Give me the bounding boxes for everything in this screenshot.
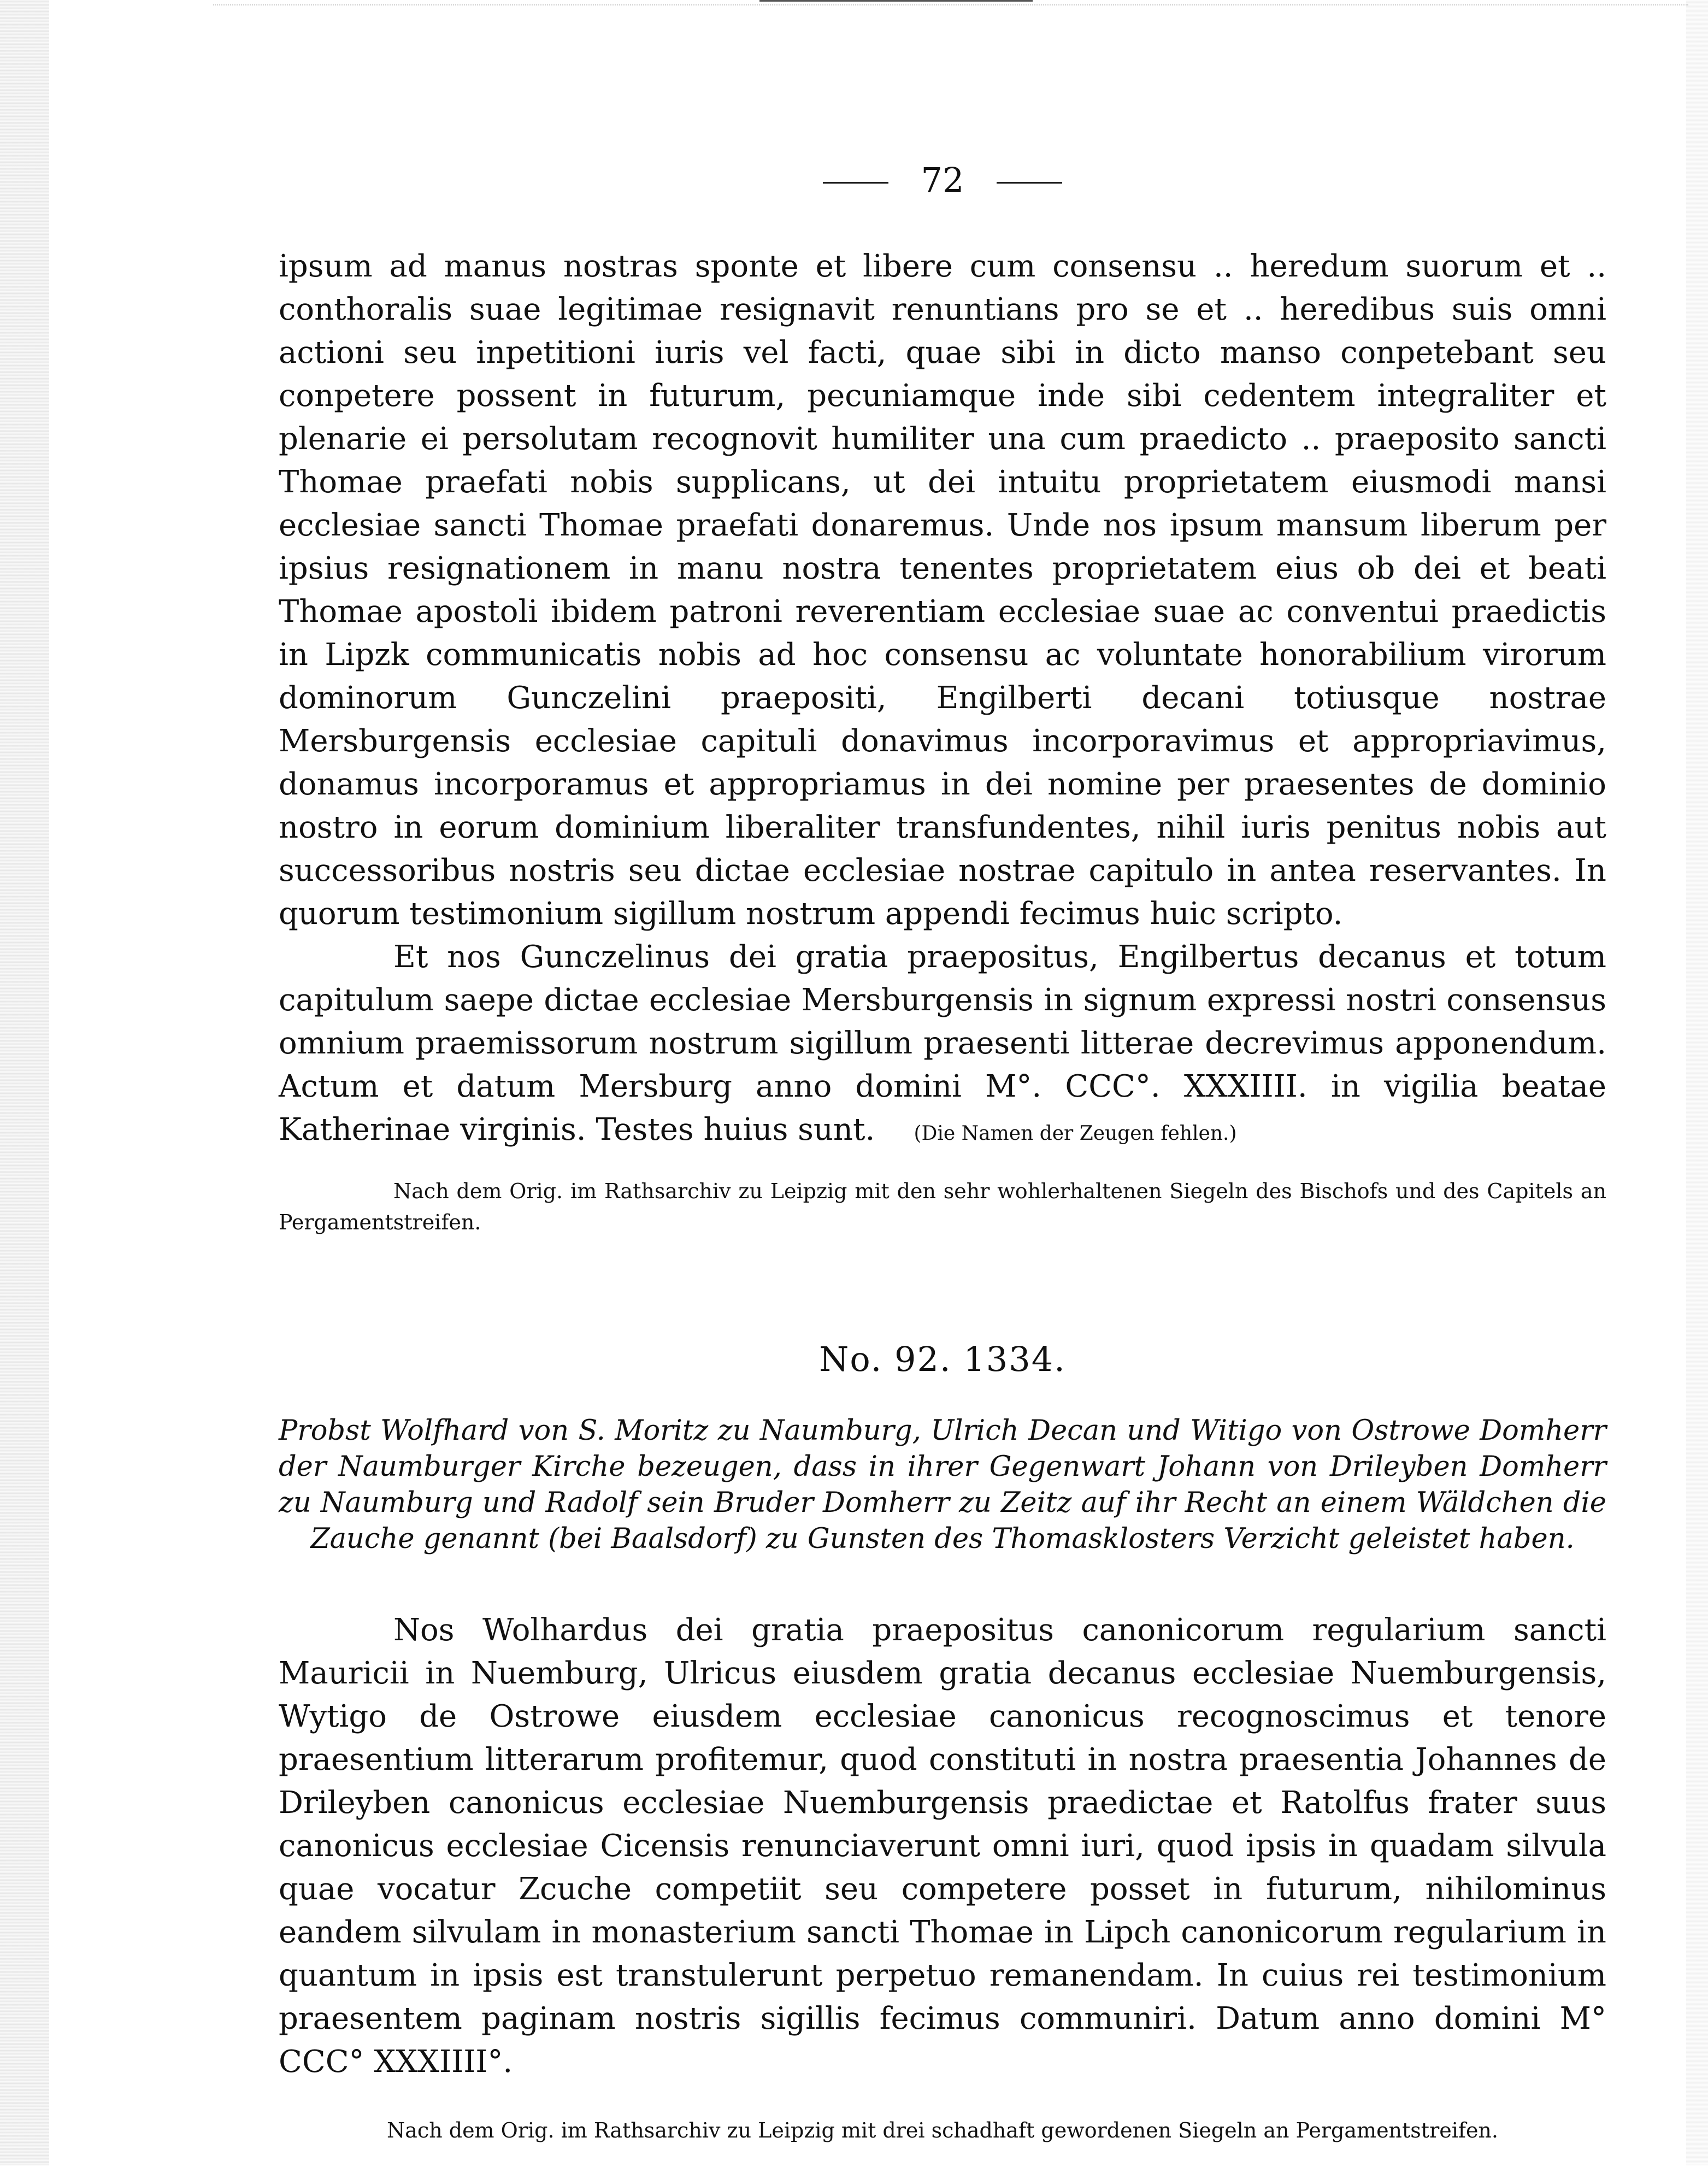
continuation-paragraph-2-text: Et nos Gunczelinus dei gratia praepositus, Engilbertus decanus et totum capitulum saepe dictae ecclesiae Mersburgensis in signum expressi nostri consensus omnium praemissorum nostrum sigillum praesenti litterae decrevimus apponendum. Actum et datum Mersburg anno domini M°. CCC°. XXXIIII. in vigilia beatae Katherinae virginis. Testes huius sunt. xyxy=(279,939,1606,1147)
header-dash-right xyxy=(997,182,1062,184)
top-rule xyxy=(759,0,1033,2)
source-note-91: Nach dem Orig. im Rathsarchiv zu Leipzig mit den sehr wohlerhaltenen Siegeln des Bischofs und des Capitels an Pergamentstreifen. xyxy=(279,1179,1606,1234)
witness-note: (Die Namen der Zeugen fehlen.) xyxy=(914,1122,1237,1145)
top-dotted-line xyxy=(213,4,1688,5)
page-number-header xyxy=(279,158,1606,202)
scan-edge-right xyxy=(1686,0,1708,2165)
continuation-paragraph-2 xyxy=(279,935,1606,1155)
header-dash-left xyxy=(823,182,888,184)
continuation-paragraph-1: ipsum ad manus nostras sponte et libere cum consensu .. heredum suorum et .. conthoralis suae legitimae resignavit renuntians pro se et .. heredibus suis omni actioni seu inpetitioni iuris vel facti, quae sibi in dicto manso conpetebant seu conpetere possent in futurum, pecuniamque inde sibi cedentem integraliter et plenarie ei persolutam recognovit humiliter una cum praedicto .. praeposito sancti Thomae praefati nobis supplicans, ut dei intuitu proprietatem eiusmodi mansi ecclesiae sancti Thomae praefati donaremus. Unde nos ipsum mansum liberum per ipsius resignationem in manu nostra tenentes proprietatem eius ob dei et beati Thomae apostoli ibidem patroni reverentiam ecclesiae suae ac conventui praedictis in Lipzk communicatis nobis ad hoc consensu ac voluntate honorabilium virorum dominorum Gunczelini praepositi, Engilberti decani totiusque nostrae Mersburgensis ecclesiae capituli donavimus incorporavimus et appropriavimus, donamus incorporamus et appropriamus in dei nomine per praesentes de dominio nostro in eorum dominium liberaliter transfundentes, nihil iuris penitus nobis aut successoribus nostris seu dictae ecclesiae nostrae capitulo in antea reservantes. In quorum testimonium sigillum nostrum appendi fecimus huic scripto. xyxy=(279,249,1606,932)
document-text: Nos Wolhardus dei gratia praepositus canonicorum regularium sancti Mauricii in Nuemburg, Ulricus eiusdem gratia decanus ecclesiae Nuemburgensis, Wytigo de Ostrowe eiusdem ecclesiae canonicus recognoscimus et tenore praesentium litterarum profitemur, quod constituti in nostra praesentia Johannes de Drileyben canonicus ecclesiae Nuemburgensis praedictae et Ratolfus frater suus canonicus ecclesiae Cicensis renunciaverunt omni iuri, quod ipsis in quadam silvula quae vocatur Zcuche competiit seu competere posset in futurum, nihilominus eandem silvulam in monasterium sancti Thomae in Lipch canonicorum regularium in quantum in ipsis est transtulerunt perpetuo remanendam. In cuius rei testimonium praesentem paginam nostris sigillis fecimus communiri. Datum anno domini M° CCC° XXXIIII°. xyxy=(279,1612,1606,2080)
page-number: 72 xyxy=(921,160,964,200)
document-heading: No. 92. 1334. xyxy=(819,1339,1066,1379)
scan-edge-left xyxy=(0,0,49,2165)
page-content xyxy=(279,158,1606,2167)
source-note-92: Nach dem Orig. im Rathsarchiv zu Leipzig mit drei schadhaft gewordenen Siegeln an Pergamentstreifen. xyxy=(387,2118,1498,2142)
document-regest: Probst Wolfhard von S. Moritz zu Naumburg, Ulrich Decan und Witigo von Ostrowe Domherr der Naumburger Kirche bezeugen, dass in ihrer Gegenwart Johann von Drileyben Domherr zu Naumburg und Radolf sein Bruder Domherr zu Zeitz auf ihr Recht an einem Wäldchen die Zauche genannt (bei Baalsdorf) zu Gunsten des Thomasklosters Verzicht geleistet haben. xyxy=(279,1415,1606,1555)
